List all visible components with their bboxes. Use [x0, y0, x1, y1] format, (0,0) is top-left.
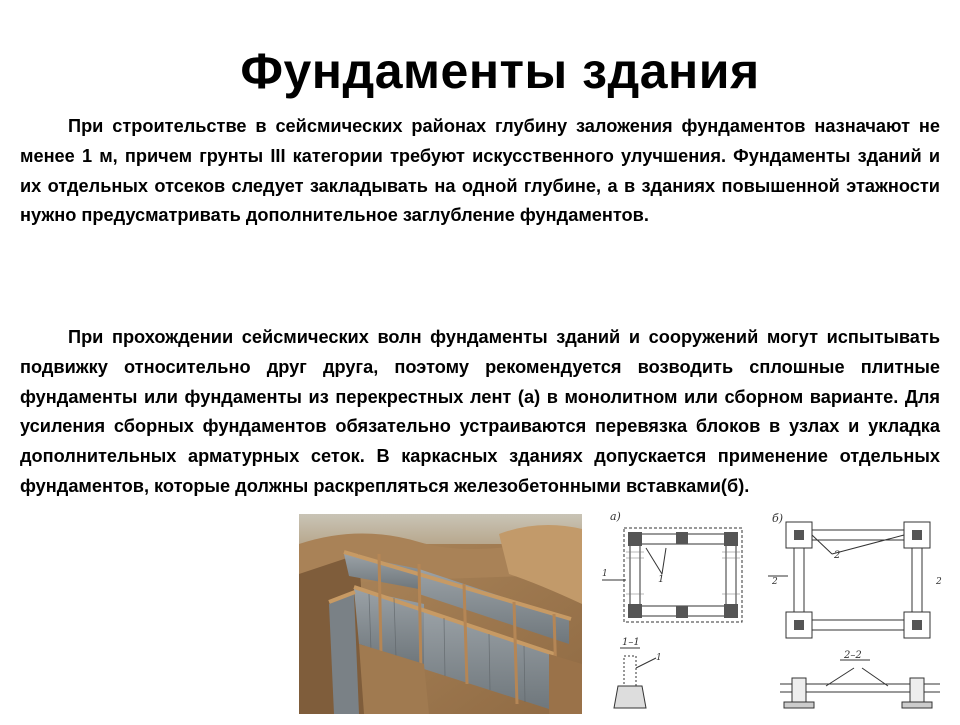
label-section-2: 2–2: [844, 650, 862, 661]
foundation-formwork-photo: [299, 514, 582, 714]
svg-text:2: 2: [936, 577, 942, 587]
svg-text:1: 1: [602, 569, 608, 579]
svg-text:2: 2: [834, 550, 841, 561]
scheme-a-plan: [602, 528, 742, 622]
paragraph-seismic: При прохождении сейсмических волн фундаменты зданий и сооружений могут испытывать подвижку относительно друг друга, поэтому рекомендуется возводить сплошные плитные фундаменты или фундаменты из перекрестных лент (а) в монолитном или сборном варианте. Для усиления сборных фундаментов обязательно устраиваются перевязка блоков в узлах и укладка дополнительных арматурных сеток. В каркасных зданиях допускается применение отдельных фундаментов, которые должны раскрепляться железобетонными вставками(б).: [20, 327, 940, 496]
foundation-schemes-drawing: [596, 508, 960, 720]
svg-text:2: 2: [772, 577, 778, 587]
slide-title: Фундаменты здания: [240, 43, 760, 99]
paragraph-depth: При строительстве в сейсмических районах глубину заложения фундаментов назначают не менее 1 м, причем грунты III категории требуют искусственного улучшения. Фундаменты зданий и их отдельных отсеков следует закладывать на одной глубине, а в зданиях повышенной этажности нужно предусматривать дополнительное заглубление фундаментов.: [20, 116, 940, 226]
label-section-1: 1–1: [622, 637, 640, 648]
svg-text:1: 1: [658, 574, 665, 585]
svg-text:1: 1: [656, 653, 662, 663]
scheme-b-plan: [768, 522, 942, 638]
scheme-a-section: [614, 653, 662, 708]
scheme-b-section: [780, 668, 940, 708]
label-variant-a: а): [610, 510, 621, 523]
label-variant-b: б): [772, 512, 784, 525]
